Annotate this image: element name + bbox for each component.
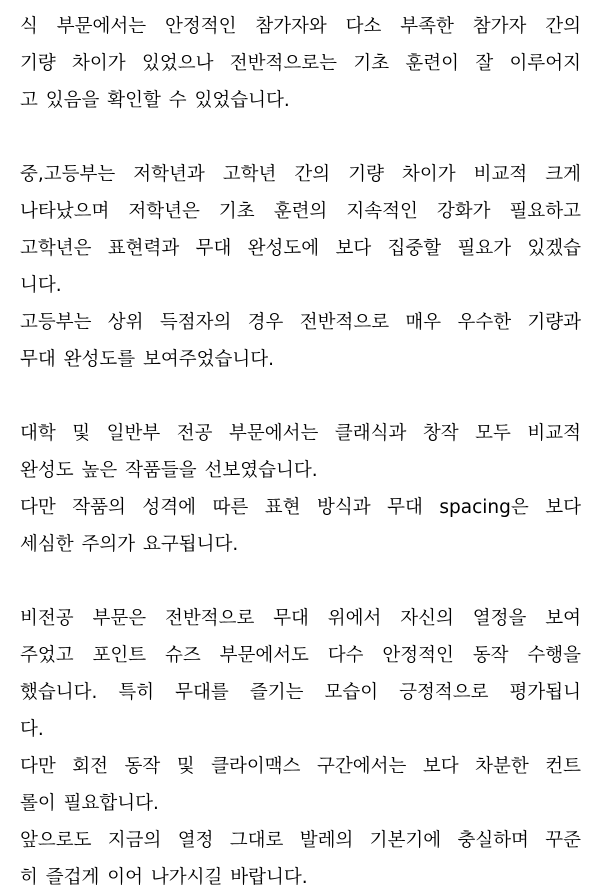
text-line: 앞으로도 지금의 열정 그대로 발레의 기본기에 충실하며 꾸준 <box>20 830 581 851</box>
text-line: 다. <box>20 719 44 740</box>
text-line: 롤이 필요합니다. <box>20 793 159 814</box>
paragraph-technique-section <box>20 8 581 119</box>
text-line: 세심한 주의가 요구됩니다. <box>20 534 239 555</box>
text-line: 대학 및 일반부 전공 부문에서는 클래식과 창작 모두 비교적 <box>20 423 581 444</box>
paragraph-university-general <box>20 415 581 563</box>
text-line: 비전공 부문은 전반적으로 무대 위에서 자신의 열정을 보여 <box>20 608 581 629</box>
text-line: 고학년은 표현력과 무대 완성도에 보다 집중할 필요가 있겠습 <box>20 238 581 259</box>
text-line: 주었고 포인트 슈즈 부문에서도 다수 안정적인 동작 수행을 <box>20 645 581 666</box>
text-line: 니다. <box>20 275 62 296</box>
paragraph-spacer <box>20 563 581 600</box>
paragraph-non-major <box>20 600 581 896</box>
text-line: 다만 작품의 성격에 따른 표현 방식과 무대 spacing은 보다 <box>20 497 581 518</box>
text-line: 식 부문에서는 안정적인 참가자와 다소 부족한 참가자 간의 <box>20 16 581 37</box>
text-line: 나타났으며 저학년은 기초 훈련의 지속적인 강화가 필요하고 <box>20 201 581 222</box>
text-line: 했습니다. 특히 무대를 즐기는 모습이 긍정적으로 평가됩니 <box>20 682 581 703</box>
text-line: 다만 회전 동작 및 클라이맥스 구간에서는 보다 차분한 컨트 <box>20 756 581 777</box>
text-line: 완성도 높은 작품들을 선보였습니다. <box>20 460 318 481</box>
text-line: 무대 완성도를 보여주었습니다. <box>20 349 274 370</box>
paragraph-spacer <box>20 378 581 415</box>
text-line: 히 즐겁게 이어 나가시길 바랍니다. <box>20 867 308 888</box>
paragraph-middle-high-school <box>20 156 581 378</box>
text-line: 고 있음을 확인할 수 있었습니다. <box>20 90 290 111</box>
text-line: 기량 차이가 있었으나 전반적으로는 기초 훈련이 잘 이루어지 <box>20 53 581 74</box>
text-line: 중,고등부는 저학년과 고학년 간의 기량 차이가 비교적 크게 <box>20 164 581 185</box>
text-line: 고등부는 상위 득점자의 경우 전반적으로 매우 우수한 기량과 <box>20 312 581 333</box>
paragraph-spacer <box>20 119 581 156</box>
